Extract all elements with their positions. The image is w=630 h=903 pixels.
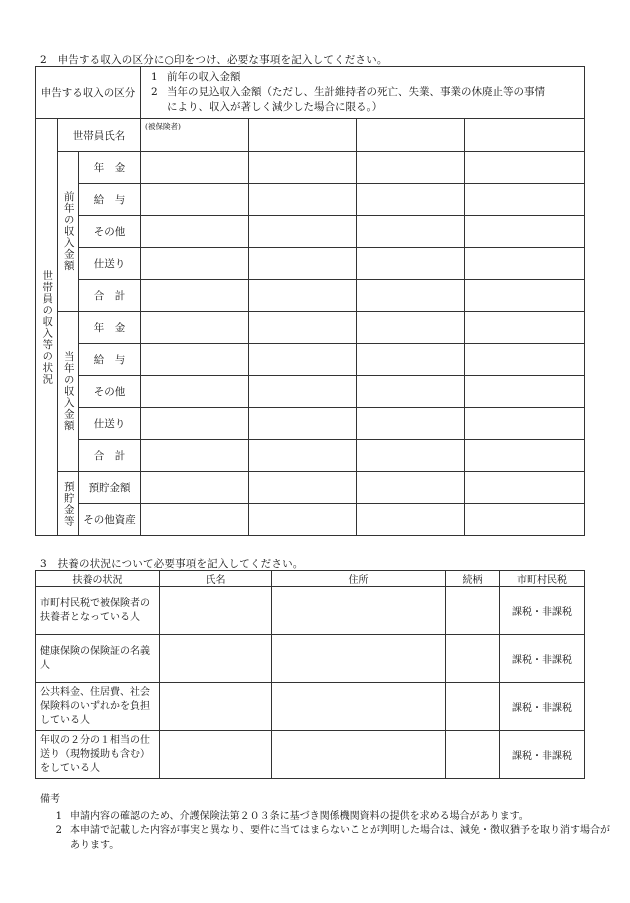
input-cell[interactable] (357, 216, 465, 248)
tax-status-cell[interactable]: 課税・非課税 (500, 731, 585, 779)
member-name-cell[interactable] (249, 119, 357, 152)
input-cell[interactable] (141, 216, 249, 248)
input-cell[interactable] (357, 344, 465, 376)
input-cell[interactable] (465, 216, 585, 248)
input-cell[interactable] (141, 440, 249, 472)
input-cell[interactable] (465, 344, 585, 376)
note-text: 申請内容の確認のため、介護保険法第２０３条に基づき関係機関資料の提供を求める場合があります。 (70, 810, 529, 822)
name-cell[interactable] (160, 635, 272, 683)
name-cell[interactable] (160, 587, 272, 635)
address-cell[interactable] (272, 587, 446, 635)
member-name-cell[interactable] (357, 119, 465, 152)
input-cell[interactable] (249, 376, 357, 408)
notes (40, 793, 618, 853)
input-cell[interactable] (141, 376, 249, 408)
table-row (36, 731, 585, 779)
input-cell[interactable] (249, 504, 357, 536)
input-cell[interactable] (249, 472, 357, 504)
dependency-status-cell: 年収の２分の１相当の仕送り（現物援助も含む）をしている人 (36, 731, 160, 779)
input-cell[interactable] (141, 280, 249, 312)
curr-remittance-label: 仕送り (79, 408, 141, 440)
input-cell[interactable] (357, 376, 465, 408)
header-name: 氏名 (160, 571, 272, 587)
member-income-status-label: 世帯員の収入等の状況 (36, 119, 58, 536)
member-name-cell[interactable] (465, 119, 585, 152)
input-cell[interactable] (465, 504, 585, 536)
insured-note: (被保険者) (145, 122, 181, 131)
relationship-cell[interactable] (446, 587, 500, 635)
input-cell[interactable] (249, 408, 357, 440)
header-dependency-status: 扶養の状況 (36, 571, 160, 587)
prev-pension-label: 年 金 (79, 152, 141, 184)
input-cell[interactable] (465, 248, 585, 280)
note-item (40, 824, 618, 853)
member-name-label: 世帯員氏名 (58, 119, 141, 152)
input-cell[interactable] (357, 184, 465, 216)
input-cell[interactable] (357, 408, 465, 440)
note-item (40, 810, 618, 825)
notes-title: 備考 (40, 794, 60, 805)
member-name-cell[interactable] (141, 119, 249, 152)
input-cell[interactable] (249, 312, 357, 344)
table-row (36, 683, 585, 731)
table-row (36, 635, 585, 683)
header-relationship: 続柄 (446, 571, 500, 587)
input-cell[interactable] (465, 152, 585, 184)
input-cell[interactable] (141, 344, 249, 376)
input-cell[interactable] (249, 216, 357, 248)
option2-number: 2 (151, 86, 158, 98)
section3-title: 3 扶養の状況について必要事項を記入してください。 (40, 558, 304, 570)
input-cell[interactable] (141, 312, 249, 344)
savings-label: 預貯金等 (58, 472, 79, 536)
income-category-options[interactable] (141, 67, 585, 119)
prev-salary-label: 給 与 (79, 184, 141, 216)
note-number: 1 (55, 810, 62, 822)
input-cell[interactable] (357, 504, 465, 536)
input-cell[interactable] (465, 376, 585, 408)
dependency-table (35, 570, 585, 779)
income-table (35, 66, 585, 536)
input-cell[interactable] (465, 184, 585, 216)
relationship-cell[interactable] (446, 635, 500, 683)
input-cell[interactable] (249, 280, 357, 312)
input-cell[interactable] (465, 280, 585, 312)
input-cell[interactable] (141, 248, 249, 280)
option2-text[interactable]: 当年の見込収入金額（ただし、生計維持者の死亡、失業、事業の休廃止等の事情 (167, 86, 546, 98)
input-cell[interactable] (465, 440, 585, 472)
deposit-amount-label: 預貯金額 (79, 472, 141, 504)
address-cell[interactable] (272, 683, 446, 731)
relationship-cell[interactable] (446, 731, 500, 779)
note-text: 本申請で記載した内容が事実と異なり、要件に当てはまらないことが判明した場合は、減免・徴収猶予を取り消す場合があります。 (70, 825, 610, 851)
input-cell[interactable] (141, 184, 249, 216)
income-category-label: 申告する収入の区分 (36, 67, 141, 119)
option1-number: 1 (151, 71, 158, 83)
option2-text-cont: により、収入が著しく減少した場合に限る。） (167, 101, 383, 113)
input-cell[interactable] (141, 152, 249, 184)
curr-total-label: 合 計 (79, 440, 141, 472)
input-cell[interactable] (249, 184, 357, 216)
input-cell[interactable] (141, 408, 249, 440)
curr-pension-label: 年 金 (79, 312, 141, 344)
tax-status-cell[interactable]: 課税・非課税 (500, 587, 585, 635)
other-assets-label: その他資産 (79, 504, 141, 536)
input-cell[interactable] (249, 152, 357, 184)
input-cell[interactable] (357, 312, 465, 344)
option1-text[interactable]: 前年の収入金額 (167, 71, 241, 83)
input-cell[interactable] (357, 280, 465, 312)
input-cell[interactable] (141, 504, 249, 536)
curr-other-label: その他 (79, 376, 141, 408)
address-cell[interactable] (272, 635, 446, 683)
relationship-cell[interactable] (446, 683, 500, 731)
input-cell[interactable] (249, 440, 357, 472)
header-municipal-tax: 市町村民税 (500, 571, 585, 587)
dependency-status-cell: 健康保険の保険証の名義人 (36, 635, 160, 683)
tax-status-cell[interactable]: 課税・非課税 (500, 683, 585, 731)
curr-year-income-label: 当年の収入金額 (58, 312, 79, 472)
input-cell[interactable] (465, 472, 585, 504)
header-address: 住所 (272, 571, 446, 587)
input-cell[interactable] (249, 248, 357, 280)
address-cell[interactable] (272, 731, 446, 779)
tax-status-cell[interactable]: 課税・非課税 (500, 635, 585, 683)
input-cell[interactable] (465, 312, 585, 344)
table-row (36, 587, 585, 635)
input-cell[interactable] (357, 472, 465, 504)
name-cell[interactable] (160, 731, 272, 779)
input-cell[interactable] (249, 344, 357, 376)
note-number: 2 (55, 825, 62, 836)
dependency-status-cell: 公共料金、住居費、社会保険料のいずれかを負担している人 (36, 683, 160, 731)
input-cell[interactable] (357, 440, 465, 472)
dependency-status-cell: 市町村民税で被保険者の扶養者となっている人 (36, 587, 160, 635)
curr-salary-label: 給 与 (79, 344, 141, 376)
input-cell[interactable] (141, 472, 249, 504)
input-cell[interactable] (465, 408, 585, 440)
prev-total-label: 合 計 (79, 280, 141, 312)
input-cell[interactable] (357, 152, 465, 184)
name-cell[interactable] (160, 683, 272, 731)
section2-title: 2 申告する収入の区分に○印をつけ、必要な事項を記入してください。 (40, 54, 388, 66)
prev-year-income-label: 前年の収入金額 (58, 152, 79, 312)
prev-remittance-label: 仕送り (79, 248, 141, 280)
prev-other-label: その他 (79, 216, 141, 248)
input-cell[interactable] (357, 248, 465, 280)
